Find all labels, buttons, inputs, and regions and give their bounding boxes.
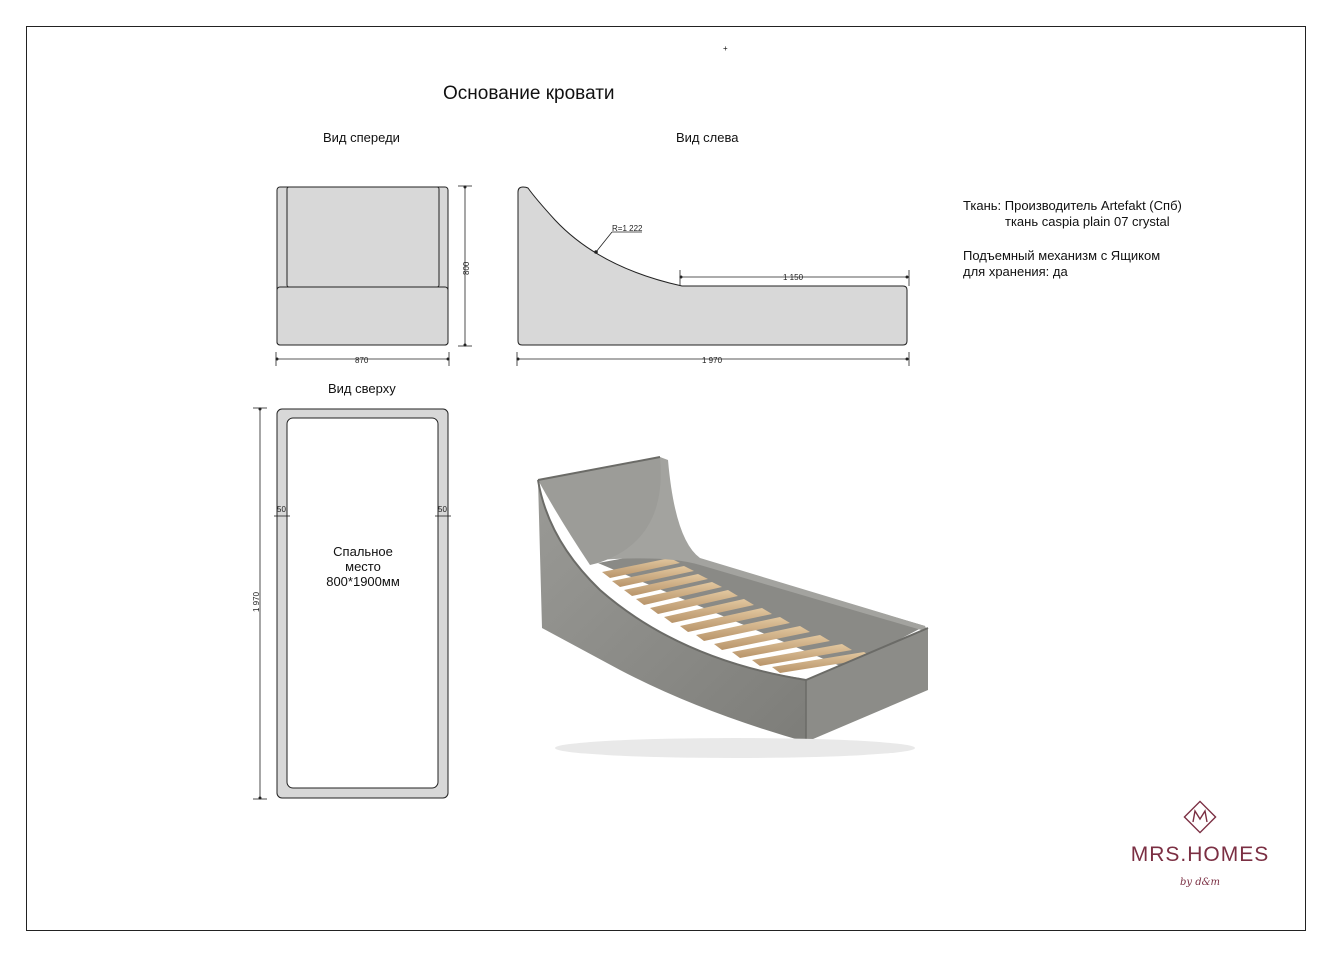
top-sleeping-area bbox=[287, 418, 438, 788]
spec-notes bbox=[963, 198, 1182, 280]
page-mark: + bbox=[723, 44, 728, 53]
brand-name: MRS.HOMES bbox=[1130, 843, 1270, 866]
fabric-line1: Ткань: Производитель Artefakt (Спб) bbox=[963, 198, 1182, 213]
left-length-dim: 1 970 bbox=[702, 356, 723, 365]
fabric-line2: ткань caspia plain 07 crystal bbox=[1005, 214, 1170, 229]
sleeping-area-line3: 800*1900мм bbox=[326, 574, 400, 589]
front-headboard bbox=[287, 187, 439, 287]
mechanism-line1: Подъемный механизм с Ящиком bbox=[963, 248, 1161, 263]
sleeping-area-line1: Спальное bbox=[333, 544, 393, 559]
left-view-label: Вид слева bbox=[676, 130, 739, 145]
sleeping-area-line2: место bbox=[345, 559, 381, 574]
brand-emblem-icon bbox=[1183, 800, 1217, 834]
front-height-dim: 800 bbox=[462, 261, 471, 275]
left-flat-dim: 1 150 bbox=[783, 273, 804, 282]
bed-illustration bbox=[538, 457, 928, 758]
top-view-label: Вид сверху bbox=[328, 381, 396, 396]
top-length-dim: 1 970 bbox=[252, 591, 261, 612]
page-title: Основание кровати bbox=[443, 83, 615, 104]
left-body bbox=[518, 187, 907, 345]
front-view-label: Вид спереди bbox=[323, 130, 400, 145]
brand-sub: by d&m bbox=[1179, 877, 1220, 888]
brand-logo bbox=[1120, 800, 1280, 888]
mechanism-line2: для хранения: да bbox=[963, 264, 1068, 279]
left-radius-dim: R=1 222 bbox=[612, 224, 643, 233]
top-side-left-dim: 50 bbox=[277, 505, 286, 514]
front-base bbox=[277, 287, 448, 345]
front-width-dim: 870 bbox=[355, 356, 369, 365]
front-view bbox=[276, 186, 473, 367]
sleeping-area-label bbox=[288, 544, 438, 589]
left-view bbox=[517, 187, 910, 366]
top-view bbox=[253, 408, 451, 800]
top-side-right-dim: 50 bbox=[438, 505, 447, 514]
